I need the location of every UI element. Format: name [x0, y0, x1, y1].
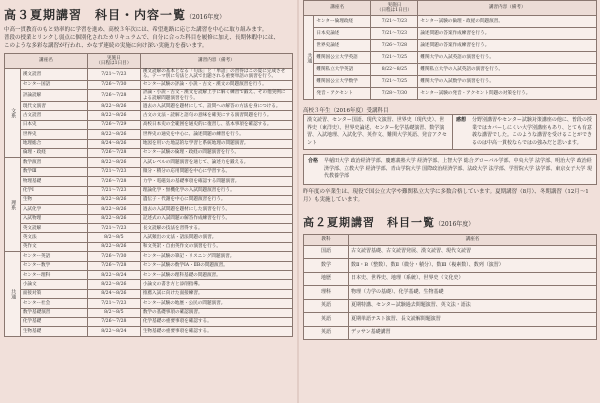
- header-date: [371, 1, 418, 16]
- course-date: 8/22〜8/25: [371, 64, 418, 76]
- impression: [453, 115, 596, 149]
- table-row: [304, 286, 597, 300]
- table-row: [304, 326, 597, 340]
- course-name: 現代文演習: [20, 102, 87, 111]
- header-course: 講座名: [5, 54, 88, 69]
- table-row: [5, 327, 293, 336]
- course-name: 入試化学: [20, 205, 87, 214]
- course-content: センター試験の理科基礎の問題演習。: [140, 271, 292, 280]
- course-date: 8/22〜8/24: [87, 271, 140, 280]
- course-name: 生物: [20, 195, 87, 204]
- table-row: [5, 80, 293, 89]
- course-name: センター数学: [20, 261, 87, 270]
- section-title-text: 高２夏期講習 科目一覧: [303, 215, 435, 229]
- table-header-row: [5, 54, 293, 69]
- course-date: 7/21〜7/23: [371, 16, 418, 28]
- header-date-sub: （日程は1日目）: [376, 8, 412, 13]
- course-name: 面接対策: [20, 289, 87, 298]
- course-content: 難関大学の入試英語の演習を行う。: [418, 52, 597, 64]
- course-content: センター試験の発音・アクセント問題の対策を行う。: [418, 88, 597, 100]
- table-row: [5, 158, 293, 167]
- course-date: 8/24〜8/26: [87, 289, 140, 298]
- course-date: 7/21〜7/23: [87, 224, 140, 233]
- intro-paragraph: [4, 26, 293, 50]
- course-date: 7/21〜7/23: [87, 167, 140, 176]
- intro-line: このような多彩な講習が行われ、かなず連続の実施に向け深い実施力を養います。: [4, 43, 208, 49]
- course-name: センター英語: [20, 252, 87, 261]
- subject-table: [303, 234, 597, 341]
- course-name: センター理科: [20, 271, 87, 280]
- header-name: 講座名: [349, 234, 597, 245]
- course-name: 発音・アクセント: [314, 88, 371, 100]
- course-name: 数学演習: [20, 158, 87, 167]
- course-date: 7/26〜7/28: [87, 318, 140, 327]
- course-date: 7/26〜7/30: [87, 252, 140, 261]
- course-name: 数学基礎演習: [20, 308, 87, 317]
- table-row: [304, 299, 597, 313]
- table-row: [5, 130, 293, 139]
- acceptance-box: [303, 154, 597, 185]
- course-date: 8/22〜8/26: [87, 205, 140, 214]
- header-subject: 教科: [304, 234, 349, 245]
- course-date: 7/28〜7/30: [371, 88, 418, 100]
- title-year: （2016年度）: [186, 14, 226, 21]
- group-label: 共通: [304, 16, 314, 100]
- table-row: [5, 214, 293, 223]
- table-row: [5, 271, 293, 280]
- course-name: 日本史論述: [314, 28, 371, 40]
- section-title-year: （2016年度）: [435, 220, 475, 228]
- acceptance-label: 合格: [308, 158, 319, 164]
- table-row: [5, 90, 293, 102]
- course-content: 難関私立大学の入試英語の演習を行う。: [418, 64, 597, 76]
- course-content: 遺伝子・代謝を中心に問題演習を行う。: [140, 195, 292, 204]
- subject-table-body: [304, 245, 597, 340]
- section-title: [303, 214, 597, 230]
- course-content: センター試験の倫理・政経の問題演習。: [418, 16, 597, 28]
- subject-name: 理科: [304, 286, 349, 300]
- course-date: 7/21〜7/25: [371, 52, 418, 64]
- course-date: 7/26〜7/28: [371, 40, 418, 52]
- course-date: 7/21〜7/23: [87, 69, 140, 81]
- course-date: 8/22〜8/24: [87, 327, 140, 336]
- course-date: 7/26〜7/30: [87, 80, 140, 89]
- acceptance-text: 早稲田大学 政治経済学部、慶應義塾大学 経済学部、上智大学 総合グローバル学部、中央大学 法学部、明治大学 政治経済学部、立教大学 経済学部、青山学院大学 国際政治経済学部、法政大学 法学部、学習院大学 法学部、東京女子大学 現代教養学部: [324, 158, 592, 179]
- header-course: 講座名: [304, 1, 371, 16]
- course-table-continued: [303, 0, 597, 100]
- table-row: [5, 280, 293, 289]
- table-row: [5, 318, 293, 327]
- table-row: [5, 167, 293, 176]
- course-date: 7/26〜7/29: [87, 120, 140, 129]
- subject-name: 英語: [304, 326, 349, 340]
- table-row: [5, 252, 293, 261]
- student-example-heading: 高校３年生（2016年度）受講科目: [303, 108, 389, 114]
- course-name: 生物基礎: [20, 327, 87, 336]
- group-label: 文系: [5, 69, 21, 158]
- table-row: [5, 148, 293, 157]
- subject-courses: 古文読習基礎、古文読習発展、漢文読習、現代文読習: [349, 245, 597, 259]
- course-content: センター試験の倫理・政経の問題演習を行う。: [140, 148, 292, 157]
- table-row: [5, 299, 293, 308]
- course-date: 7/21〜7/25: [371, 76, 418, 88]
- course-content: センター試験の評論・小説・古文・漢文の問題演習を行う。: [140, 80, 292, 89]
- course-content: 理論化学・無機化学の入試問題演習を行う。: [140, 186, 292, 195]
- table-row: [5, 224, 293, 233]
- table-row: [5, 261, 293, 270]
- course-date: 8/22〜8/26: [87, 214, 140, 223]
- course-name: 小論文: [20, 280, 87, 289]
- table-row: [5, 69, 293, 81]
- course-name: 倫理・政経: [20, 148, 87, 157]
- table-row: [304, 245, 597, 259]
- table-row: [5, 195, 293, 204]
- course-content: 微分・積分の応用問題を中心に学習する。: [140, 167, 292, 176]
- intro-line: 普段の授業とリンクし弱点に個別化されたカリキュラムで、自分に合った科目を履修に加え、長期休暇中には、: [4, 35, 280, 41]
- title-text: 高３夏期講習 科目・内容一覧: [4, 8, 187, 22]
- course-name: 化学基礎: [20, 318, 87, 327]
- course-date: 8/22〜8/26: [87, 280, 140, 289]
- group-label: 共通: [5, 252, 21, 337]
- group-label: 理系: [5, 158, 21, 252]
- page-title: [4, 6, 293, 23]
- table-row: [304, 16, 597, 28]
- course-name: 評論読解: [20, 90, 87, 102]
- course-date: 8/22〜8/26: [87, 195, 140, 204]
- course-name: 難関私立大学英語: [314, 64, 371, 76]
- course-content: 世界史の通史を中心に、論述問題の練習を行う。: [140, 130, 292, 139]
- course-content: 推薦入試に向けた面接練習。: [140, 289, 292, 298]
- subject-name: 数学: [304, 259, 349, 273]
- left-page: [4, 6, 293, 337]
- course-content: 数学の基礎事項の確認演習。: [140, 308, 292, 317]
- course-date: 7/26〜7/28: [87, 261, 140, 270]
- course-date: 8/24〜8/26: [87, 139, 140, 148]
- course-content: 力学・電磁気の基礎事項を確認する問題演習。: [140, 177, 292, 186]
- course-content: 論述問題の答案作成練習を行う。: [418, 28, 597, 40]
- course-content: 高校日本史の全範囲を通史的に復習し、基本事項を確認する。: [140, 120, 292, 129]
- page-fold: [297, 0, 299, 403]
- course-date: 8/2〜8/5: [87, 308, 140, 317]
- course-name: 地理総合: [20, 139, 87, 148]
- course-name: 世界史: [20, 130, 87, 139]
- course-name: センター社会: [20, 299, 87, 308]
- course-name: 化学Ⅰ: [20, 186, 87, 195]
- course-content: 和文英訳・自由英作文の演習を行う。: [140, 242, 292, 251]
- course-content: 論述問題の答案作成練習を行う。: [418, 40, 597, 52]
- subject-courses: 日本史、世界史、地理（系統）、世界史（文化史）: [349, 272, 597, 286]
- intro-line: 中高一貫教育のもと効率的に学習を進め、高校３年次には、希望進路に応じた講習を中心に取り組みます。: [4, 27, 268, 33]
- subject-courses: 数Ⅱ・B（整数）、数Ⅱ（微分・積分）、数Ⅲ（複素数）、数列（演習）: [349, 259, 597, 273]
- subject-name: 英語: [304, 299, 349, 313]
- course-name: センター倫理政経: [314, 16, 371, 28]
- table-row: [304, 64, 597, 76]
- course-content: センター試験の筆記・リスニング問題演習。: [140, 252, 292, 261]
- course-date: 8/22〜8/26: [87, 102, 140, 111]
- course-content: センター試験の地歴・公民の問題演習。: [140, 299, 292, 308]
- table-row: [304, 272, 597, 286]
- course-content: 古文の文法・読解と語句の意味を確実にする演習問題を行う。: [140, 111, 292, 120]
- impression-text: 分野別講習やセンター試験対策講座の他に、普段の授業ではカバーしにくい大学別講座もあり、とても有意義な講習でした。このような講習を受けることができるのは中高一貫校ならではの強みだと思います。: [472, 117, 593, 146]
- course-date: 7/21〜7/23: [87, 299, 140, 308]
- course-date: 8/2〜8/5: [87, 233, 140, 242]
- course-content: 地図を用いた地誌的な学習と系統地理の問題演習。: [140, 139, 292, 148]
- course-date: 8/22〜8/26: [87, 130, 140, 139]
- table-row: [5, 233, 293, 242]
- course-name: 難関国公立大学数学: [314, 76, 371, 88]
- header-date-label: 実施日: [106, 55, 121, 61]
- course-content: 評論・小説・古文・漢文を読解上手に解く練習で鍛え、その他実例による読解問題演習を行う。: [140, 90, 292, 102]
- course-date: 7/21〜7/23: [371, 28, 418, 40]
- course-date: 8/22〜8/26: [87, 158, 140, 167]
- course-date: 7/26〜7/28: [87, 177, 140, 186]
- subject-courses: 夏期特講、センター試験過去問題演習、英文法・語法: [349, 299, 597, 313]
- course-content: 生物基礎の重要事項を確認する。: [140, 327, 292, 336]
- table-row: [5, 120, 293, 129]
- table-row: [304, 28, 597, 40]
- course-name: 漢文読習: [20, 69, 87, 81]
- course-name: センター国語: [20, 80, 87, 89]
- course-content: 漢文読解の基本となる「句法」と「単語」の習得はこの夏に完成させる。テーマ別に句法と入試で出題される重要単語の演習を行う。: [140, 69, 292, 81]
- right-page: [303, 0, 597, 340]
- table-row: [304, 76, 597, 88]
- course-date: 7/26〜7/28: [87, 148, 140, 157]
- course-name: 英文読解: [20, 224, 87, 233]
- table-row: [304, 40, 597, 52]
- subject-name: 地歴: [304, 272, 349, 286]
- course-content: 小論文の書き方と添削指導。: [140, 280, 292, 289]
- course-date: 7/26〜7/28: [87, 90, 140, 102]
- course-content: 難関大学の入試数学の演習を行う。: [418, 76, 597, 88]
- table-header-row: [304, 234, 597, 245]
- course-name: 物理基礎: [20, 177, 87, 186]
- table-row: [5, 111, 293, 120]
- table-row: [5, 177, 293, 186]
- subject-courses: 物理（力学の基礎）、化学基礎、生物基礎: [349, 286, 597, 300]
- header-content: 講習内容（備考）: [418, 1, 597, 16]
- table-row: [5, 186, 293, 195]
- table-row: [304, 52, 597, 64]
- table-row: [5, 205, 293, 214]
- course-name: 世界史論述: [314, 40, 371, 52]
- table-header-row: [304, 1, 597, 16]
- table-row: [5, 242, 293, 251]
- course-table-body: [304, 16, 597, 100]
- subject-name: 英語: [304, 313, 349, 327]
- course-content: センター試験の数学ⅠA・ⅡBの問題演習。: [140, 261, 292, 270]
- table-row: [5, 289, 293, 298]
- course-name: 古文読習: [20, 111, 87, 120]
- course-name: 日本史: [20, 120, 87, 129]
- table-row: [5, 308, 293, 317]
- header-date-label: 実施日: [387, 2, 402, 8]
- course-content: 入試レベルの問題演習を通じて、論述力を鍛える。: [140, 158, 292, 167]
- table-row: [304, 88, 597, 100]
- table-row: [5, 102, 293, 111]
- header-date-sub: （日程は1日目）: [96, 61, 132, 66]
- course-name: 難関国公立大学英語: [314, 52, 371, 64]
- course-content: 記述式の入試問題の解答作成練習を行う。: [140, 214, 292, 223]
- course-content: 過去の入試問題を題材にした演習を行う。: [140, 205, 292, 214]
- course-content: 過去の入試問題を題材にして、設問への解答の方法を身につける。: [140, 102, 292, 111]
- subject-courses: デッサン基礎講習: [349, 326, 597, 340]
- course-name: 入試物理: [20, 214, 87, 223]
- impression-label: 感想: [456, 117, 467, 123]
- course-date: 8/22〜8/26: [87, 111, 140, 120]
- table-row: [5, 139, 293, 148]
- subject-courses: 夏期単語テスト演習、長文読解問題演習: [349, 313, 597, 327]
- header-date: [87, 54, 140, 69]
- exam-subjects: 漢文読習、センター国語、現代文演習、世界史（現代史）、世界史（東洋史）、世界史論述、センター化学基礎演習、数学演習、入試地理、入試化学、英作文、難関大学英語、発音アクセント: [304, 115, 453, 149]
- course-table-body: [5, 69, 293, 337]
- course-content: 長文読解の技法を習得する。: [140, 224, 292, 233]
- course-date: 8/22〜8/26: [87, 242, 140, 251]
- course-name: 英文法: [20, 233, 87, 242]
- course-name: 数学Ⅲ: [20, 167, 87, 176]
- course-content: 化学基礎の重要事項を確認する。: [140, 318, 292, 327]
- course-date: 7/21〜7/23: [87, 186, 140, 195]
- course-table: [4, 53, 293, 337]
- table-row: [304, 259, 597, 273]
- course-content: 入試頻出の文法・語法問題の演習。: [140, 233, 292, 242]
- student-example-box: [303, 114, 597, 150]
- footer-note: 昨年度の卒業生は、現役で国公立大学や難関私立大学に多数合格しています。夏期講習（8月）、冬期講習（12月〜1月）も実施しています。: [303, 188, 589, 203]
- table-row: [304, 313, 597, 327]
- header-content: 講習内容（備考）: [140, 54, 292, 69]
- subject-name: 国語: [304, 245, 349, 259]
- course-name: 英作文: [20, 242, 87, 251]
